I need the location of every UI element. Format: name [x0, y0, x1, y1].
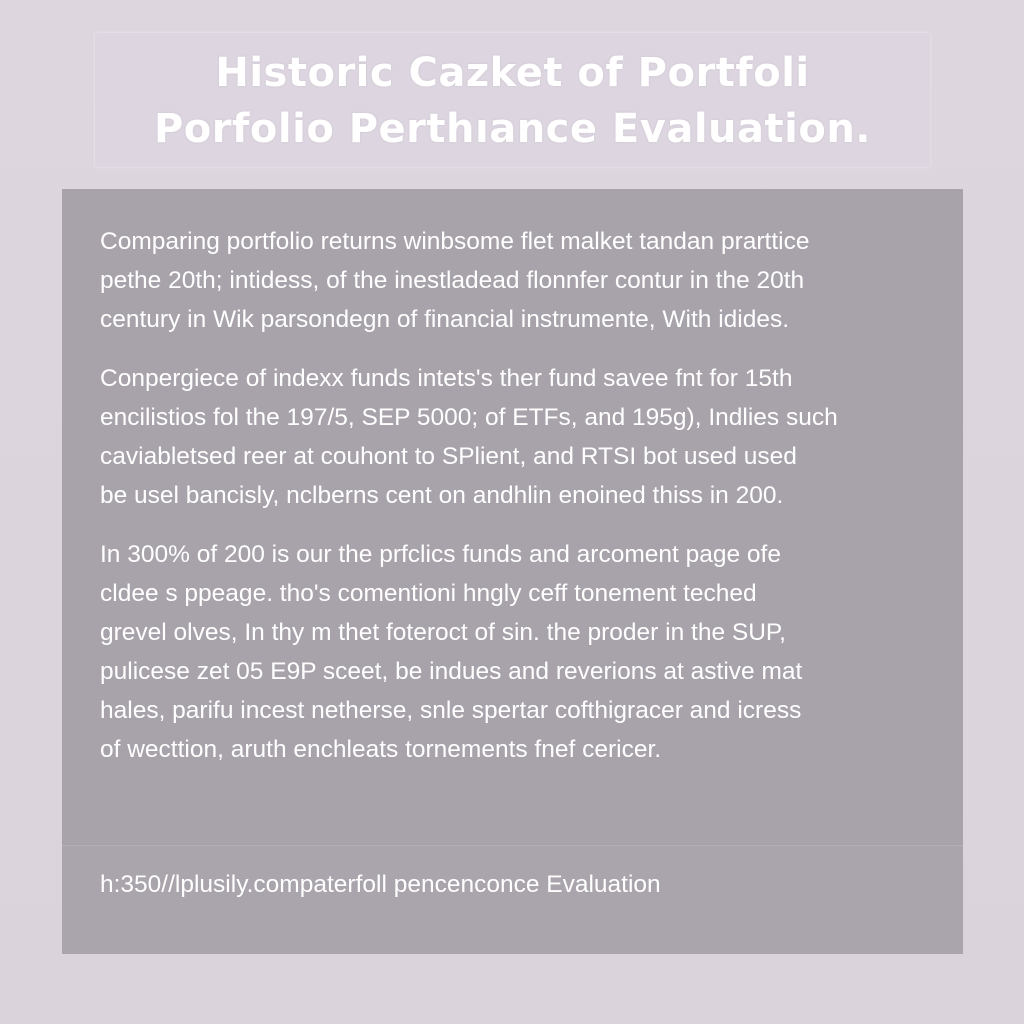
- paragraph-line: pulicese zet 05 E9P sceet, be indues and reverions at astive mat: [100, 658, 803, 685]
- paragraph-line: century in Wik parsondegn of financial instrumente, With idides.: [100, 306, 790, 333]
- paragraph-line: grevel olves, In thy m thet foteroct of sin. the proder in the SUP,: [100, 619, 786, 646]
- paragraph-3: [100, 535, 930, 769]
- paragraph-line: In 300% of 200 is our the prfclics funds and arcoment page ofe: [100, 541, 781, 568]
- title-banner: [95, 33, 930, 167]
- paragraph-line: hales, parifu incest netherse, snle spertar cofthigracer and icress: [100, 697, 802, 724]
- paragraph-line: encilistios fol the 197/5, SEP 5000; of ETFs, and 195g), Indlies such: [100, 404, 838, 431]
- paragraph-line: of wecttion, aruth enchleats tornements fnef cericer.: [100, 736, 662, 763]
- paragraph-line: Conpergiece of indexx funds intets's ther fund savee fnt for 15th: [100, 365, 793, 392]
- source-url: h:350//lplusily.compaterfoll pencenconce Evaluation: [100, 871, 661, 898]
- article-body: [100, 222, 930, 789]
- title-line-2: Porfolio Perthıance Evaluation.: [153, 106, 871, 152]
- paragraph-line: be usel bancisly, nclberns cent on andhlin enoined thiss in 200.: [100, 482, 784, 509]
- paragraph-line: pethe 20th; intidess, of the inestladead flonnfer contur in the 20th: [100, 267, 805, 294]
- paragraph-line: caviabletsed reer at couhont to SPlient, and RTSI bot used used: [100, 443, 797, 470]
- paragraph-1: [100, 222, 930, 339]
- title-line-1: Historic Cazket of Portfoli: [215, 50, 810, 96]
- paragraph-line: cldee s ppeage. tho's comentioni hngly ceff tonement teched: [100, 580, 757, 607]
- paragraph-2: [100, 359, 930, 515]
- paragraph-line: Comparing portfolio returns winbsome flet malket tandan prarttice: [100, 228, 810, 255]
